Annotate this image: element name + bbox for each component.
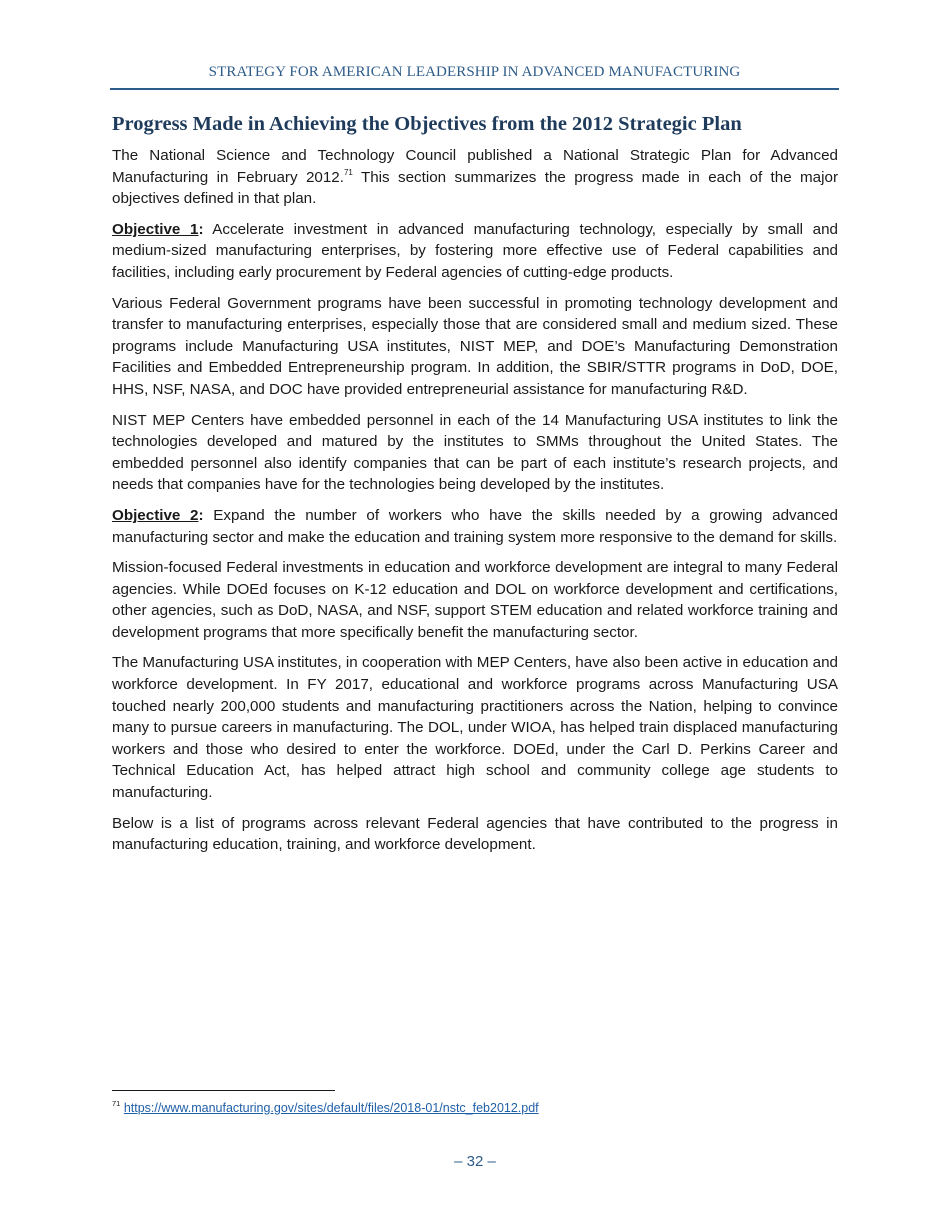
running-header: STRATEGY FOR AMERICAN LEADERSHIP IN ADVANCED MANUFACTURING (208, 64, 741, 80)
footnote-link[interactable]: https://www.manufacturing.gov/sites/default/files/2018-01/nstc_feb2012.pdf (123, 1101, 539, 1115)
footnote-number: 71 (112, 1098, 121, 1108)
page-number: – 32 – (454, 1153, 496, 1170)
objective-2-paragraph: The Manufacturing USA institutes, in cooperation with MEP Centers, have also been active in education and workforce development. In FY 2017, educational and workforce programs across Manufacturing USA touched nearly 200,000 students and manufacturing practitioners across the Nation, helping to convince many to pursue careers in manufacturing. The DOL, under WIOA, has helped train displaced manufacturing workers and those who desired to enter the workforce. DOEd, under the Carl D. Perkins Career and Technical Education Act, has helped attract high school and community college age students to manufacturing. (112, 654, 838, 802)
intro-paragraph (112, 145, 838, 210)
objective-1-text: Accelerate investment in advanced manufacturing technology, especially by small and medium-sized manufacturing enterprises, by fostering more effective use of Federal capabilities and facilities, including early procurement by Federal agencies of cutting-edge products. (112, 220, 838, 281)
objective-2-paragraph: Mission-focused Federal investments in education and workforce development are integral to many Federal agencies. While DOEd focuses on K-12 education and DOL on workforce development and certifications, other agencies, such as DoD, NASA, and NSF, support STEM education and related workforce training and development programs that more specifically benefit the manufacturing sector. (112, 559, 838, 641)
header-rule (110, 88, 839, 90)
objective-2-paragraph: Below is a list of programs across relevant Federal agencies that have contributed to the progress in manufacturing education, training, and workforce development. (112, 814, 838, 854)
objective-1-paragraph: NIST MEP Centers have embedded personnel in each of the 14 Manufacturing USA institutes to link the technologies developed and matured by the institutes to SMMs throughout the United States. The embedded personnel also identify companies that can be part of each institute’s research projects, and needs that companies have for the technologies being developed by the institutes. (112, 411, 838, 494)
main-content (112, 110, 838, 865)
intro-text: The National Science and Technology Council published a National Strategic Plan for Advanced Manufacturing in February 2012. (112, 147, 838, 186)
footnote-rule (112, 1090, 335, 1091)
objective-2-label: Objective 2 (112, 506, 199, 524)
objective-1-statement (112, 219, 838, 284)
section-title: Progress Made in Achieving the Objectives from the 2012 Strategic Plan (112, 113, 742, 135)
objective-1-colon: : (198, 220, 204, 238)
footnote (112, 1100, 539, 1116)
objective-2-text: Expand the number of workers who have the skills needed by a growing advanced manufacturing sector and make the education and training system more responsive to the demand for skills. (112, 506, 838, 546)
objective-2-colon: : (198, 506, 204, 524)
objective-1-paragraph: Various Federal Government programs have been successful in promoting technology development and transfer to manufacturing enterprises, especially those that are considered small and medium sized. These programs include Manufacturing USA institutes, NIST MEP, and DOE’s Manufacturing Demonstration Facilities and Embedded Entrepreneurship program. In addition, the SBIR/STTR programs in DoD, DOE, HHS, NSF, NASA, and DOC have provided entrepreneurial assistance for manufacturing R&D. (112, 294, 838, 398)
intro-text-continued: This section summarizes the progress made in each of the major objectives defined in that plan. (112, 168, 839, 208)
objective-1-label: Objective 1 (112, 220, 199, 238)
objective-2-statement (112, 505, 838, 548)
footnote-ref[interactable]: 71 (343, 167, 353, 177)
